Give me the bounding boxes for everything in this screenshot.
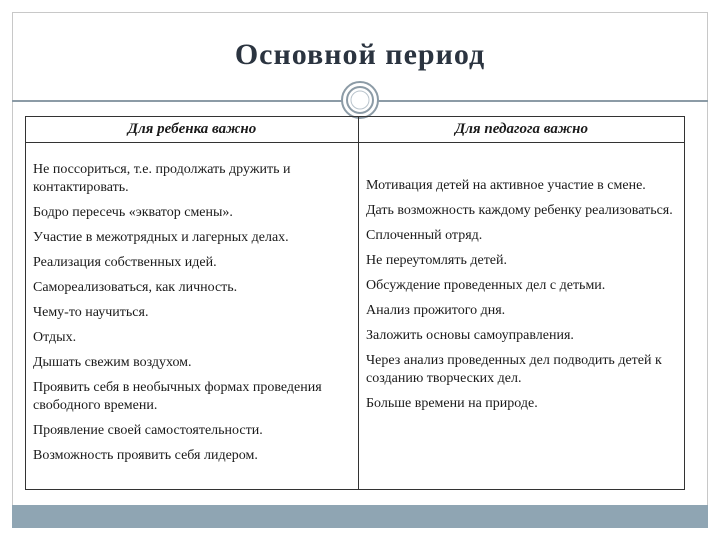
list-item: Не поссориться, т.е. продолжать дружить и контактировать. [33,162,291,195]
list-item: Через анализ проведенных дел подводить детей к созданию творческих дел. [366,353,662,386]
list-item: Участие в межотрядных и лагерных делах. [33,230,289,245]
list-item: Проявление своей самостоятельности. [33,423,263,438]
list-item: Больше времени на природе. [366,396,538,411]
list-item: Заложить основы самоуправления. [366,328,574,343]
header-divider [26,142,684,143]
list-item: Отдых. [33,330,77,345]
list-item: Проявить себя в необычных формах проведения свободного времени. [33,380,322,413]
list-item: Реализация собственных идей. [33,255,217,270]
list-item: Мотивация детей на активное участие в смене. [366,178,646,193]
child-priorities-list [33,161,351,472]
footer-band [12,505,708,528]
teacher-priorities-list [366,177,676,420]
comparison-table [25,116,685,490]
right-column-header: Для педагога важно [454,121,589,137]
left-column-header: Для ребенка важно [127,121,257,137]
list-item: Не переутомлять детей. [366,253,508,268]
list-item: Сплоченный отряд. [366,228,483,243]
column-divider [358,117,359,489]
list-item: Чему-то научиться. [33,305,149,320]
list-item: Возможность проявить себя лидером. [33,448,258,463]
slide-title: Основной период [234,38,486,71]
list-item: Анализ прожитого дня. [366,303,506,318]
list-item: Самореализоваться, как личность. [33,280,238,295]
list-item: Дышать свежим воздухом. [33,355,192,370]
circle-ornament-icon [340,80,380,120]
list-item: Бодро пересечь «экватор смены». [33,205,233,220]
list-item: Обсуждение проведенных дел с детьми. [366,278,606,293]
list-item: Дать возможность каждому ребенку реализоваться. [366,203,673,218]
